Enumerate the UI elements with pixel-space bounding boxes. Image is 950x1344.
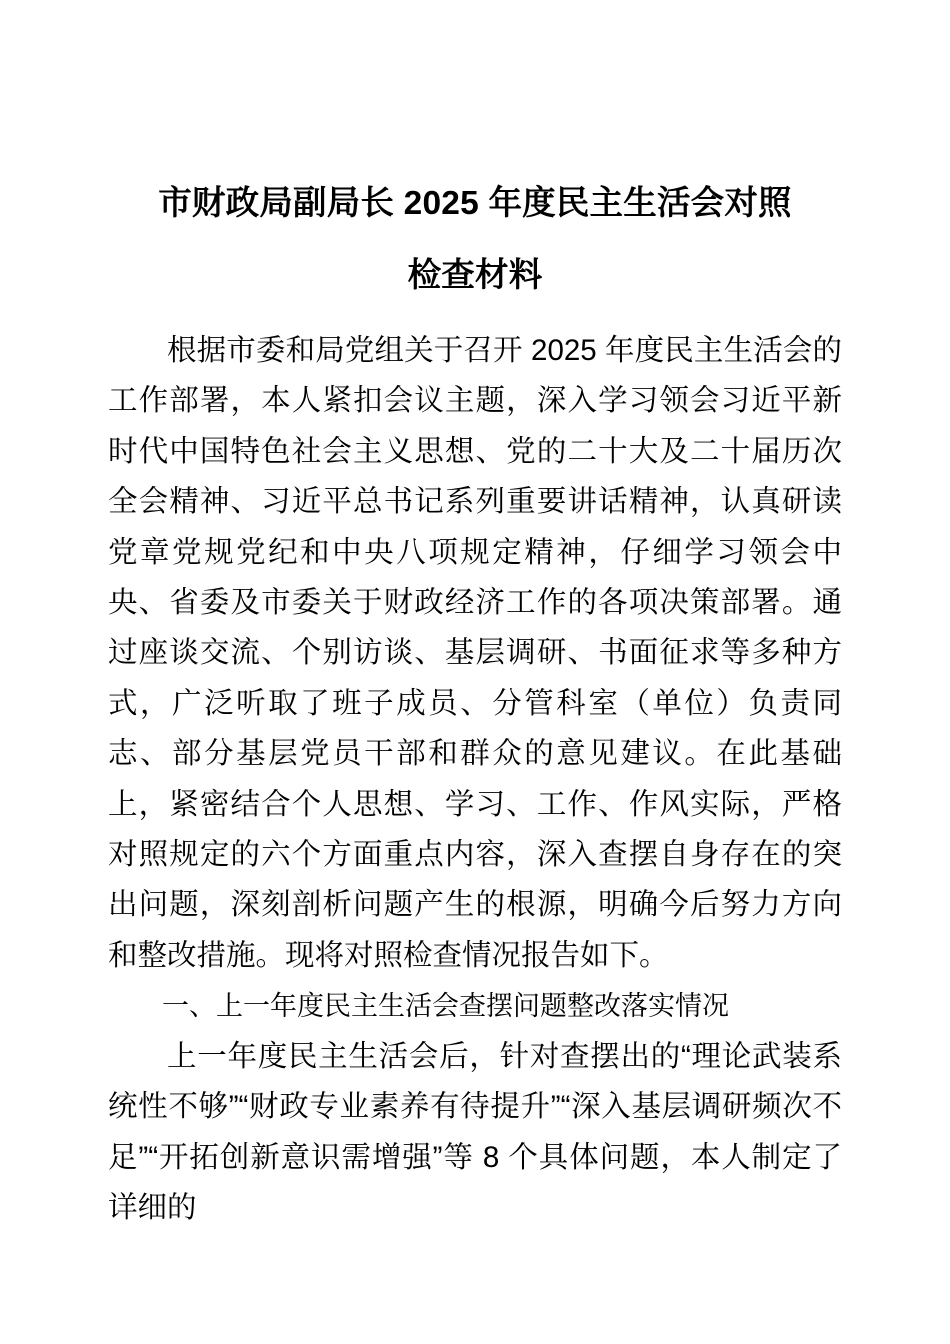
section-heading-one: 一、上一年度民主生活会查摆问题整改落实情况 xyxy=(162,991,729,1022)
paragraph-intro: 根据市委和局党组关于召开 2025 年度民主生活会的工作部署，本人紧扣会议主题，深入学习领会习近平新时代中国特色社会主义思想、党的二十大及二十届历次全会精神、习近平总书记系列重要讲话精神，认真研读党章党规党纪和中央八项规定精神，仔细学习领会中央、省委及市委关于财政经济工作的各项决策部署。通过座谈交流、个别访谈、基层调研、书面征求等多种方式，广泛听取了班子成员、分管科室（单位）负责同志、部分基层党员干部和群众的意见建议。在此基础上，紧密结合个人思想、学习、工作、作风实际，严格对照规定的六个方面重点内容，深入查摆自身存在的突出问题，深刻剖析问题产生的根源，明确今后努力方向和整改措施。现将对照检查情况报告如下。 xyxy=(108,334,842,972)
document-title-line-1: 市财政局副局长 2025 年度民主生活会对照 xyxy=(158,185,792,222)
paragraph-section-one-body: 上一年度民主生活会后，针对查摆出的“理论武装系统性不够”“财政专业素养有待提升”“深入基层调研频次不足”“开拓创新意识需增强”等 8 个具体问题，本人制定了详细的 xyxy=(108,1039,842,1224)
document-title-line-2: 检查材料 xyxy=(407,257,543,294)
document-title xyxy=(108,168,842,312)
document-content xyxy=(108,168,842,1233)
